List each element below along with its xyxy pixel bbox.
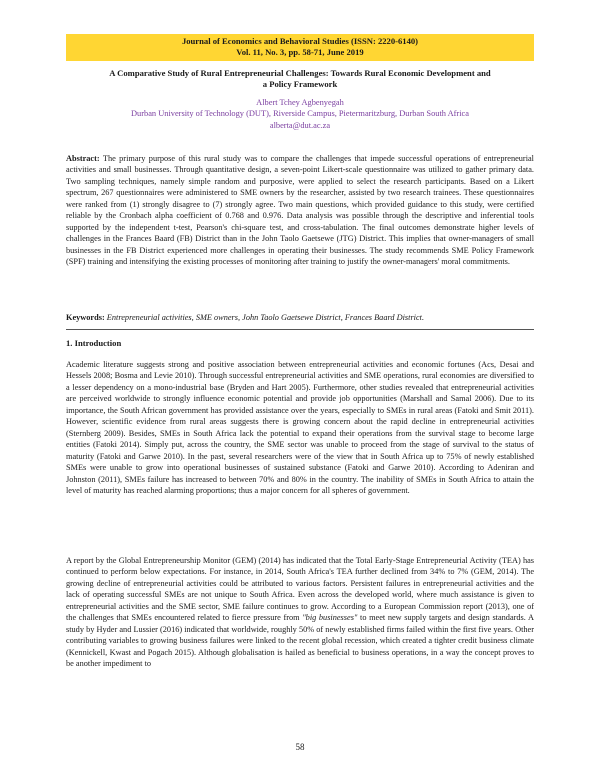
intro-paragraph-1: Academic literature suggests strong and positive association between entrepreneurial activities and economic fortunes (Acs, Desai and Hessels 2008; Bosma and Levie 2010). Through successful entrepreneurial activities and SME operations, rural economies are diversified to a lesser dependency on a mono-industrial base (Bryden and Hart 2005). Furthermore, other studies revealed that entrepreneurial activities are perceived worldwide to strongly influence economic potential and provide job opportunities (Marshall and Samal 2006). Due to its importance, the South African government has provided assistance over the years, especially to SMEs in rural areas (Fatoki and Smit 2011). However, scientific evidence from rural areas suggests there is growing concern about the rapid decline in entrepreneurial activities (Sternberg 2009). Besides, SMEs in South Africa lack the potential to expand their operations from the survival stage to become large entities (Fatoki 2014). Simply put, across the country, the SME sector was unable to proceed from the stage of survival to the status of maturity (Fatoki and Garwe 2010). In the past, several researchers were of the view that in South Africa up to 75% of newly established SMEs were unable to grow into operational businesses of sustained substance (Fatoki and Garwe 2010). According to Adeniran and Johnston (2011), SMEs failure has increased to between 70% and 80% in the country. The inability of SMEs in South Africa to attain the level of maturity has reached alarming proportions; thus a major concern for all spheres of government. bbox=[66, 360, 534, 495]
paper-title bbox=[66, 68, 534, 91]
paper-title-line-1: A Comparative Study of Rural Entrepreneurial Challenges: Towards Rural Economic Development and bbox=[109, 68, 491, 78]
journal-header bbox=[66, 34, 534, 61]
intro-paragraph-2-part-a: A report by the Global Entrepreneurship Monitor (GEM) (2014) has indicated that the Total Early-Stage Entrepreneurial Activity (TEA) has continued to perform below expectations. For instance, in 2014, South Africa's TEA further declined from 34% to 7% (GEM, 2014). The growing decline of entrepreneurial activities could be attributed to various factors. Persistent failures in entrepreneurial activities and the lack of operating successful SMEs are not unique to South Africa. Even across the developed world, where much assistance is given to entrepreneurial activities and the SME sector, SME failure continues to grow. According to a European Commission report (2013), one of the challenges that SMEs encountered related to fierce pressure from bbox=[66, 556, 534, 623]
keywords-text: Entrepreneurial activities, SME owners, John Taolo Gaetsewe District, Frances Baard District. bbox=[106, 313, 425, 322]
intro-paragraph-2-part-b: to meet new supply targets and design standards. A study by Hyder and Lussier (2016) indicated that worldwide, roughly 50% of newly established firms failed within the first five years. Other contributing variables to growing business failures were linked to the recent global recession, which created a tighter credit business climate (Kennickell, Kwast and Pogach 2015). Although globalisation is hailed as beneficial to business operations, in a way the concept proves to be another impediment to bbox=[66, 613, 534, 669]
abstract-label: Abstract: bbox=[66, 154, 100, 163]
keywords-label: Keywords: bbox=[66, 313, 105, 322]
abstract-text: The primary purpose of this rural study was to compare the challenges that impede successful operations of entrepreneurial activities and small businesses. Through quantitative design, a seven-point Likert-scale questionnaire was utilized to gather primary data. Two sampling techniques, namely simple random and purposive, were applied to select the research participants. Based on a Likert spectrum, 267 questionnaires were administered to SME owners by the researcher, assisted by two research trainees. These questionnaires were ranked from (1) strongly disagree to (7) strongly agree. Two main questions, which provided guidance to this study, were certified reliable by the Cronbach alpha coefficient of 0.768 and 0.976. Data analysis was possible through the descriptive and inferential tools supported by the independent t-test, Pearson's chi-square test, and cross-tabulation. The final outcomes demonstrate higher levels of challenges in the Frances Baard (FB) District than in the John Taolo Gaetsewe (JTG) District. This implies that owner-managers of small businesses in the FB District experienced more challenges in operating their businesses. The study recommends SME Policy Framework (SPF) training and intensifying the existing processes of monitoring after training to justify the owner-managers' moral commitments. bbox=[66, 154, 534, 267]
intro-paragraph-2-quote: "big businesses" bbox=[302, 613, 358, 623]
journal-volume: Vol. 11, No. 3, pp. 58-71, June 2019 bbox=[236, 47, 364, 57]
author-name: Albert Tchey Agbenyegah bbox=[256, 98, 344, 107]
abstract bbox=[66, 153, 534, 268]
author-email[interactable]: alberta@dut.ac.za bbox=[269, 120, 331, 130]
section-heading: 1. Introduction bbox=[66, 338, 122, 348]
page-number: 58 bbox=[295, 742, 305, 752]
author-affiliation: Durban University of Technology (DUT), Riverside Campus, Pietermaritzburg, Durban South Africa bbox=[131, 109, 469, 119]
section-divider bbox=[66, 329, 534, 330]
journal-title: Journal of Economics and Behavioral Studies (ISSN: 2220-6140) bbox=[181, 36, 419, 46]
paper-title-line-2: a Policy Framework bbox=[262, 79, 338, 90]
keywords bbox=[66, 312, 534, 323]
intro-paragraph-2 bbox=[66, 555, 534, 670]
author-block bbox=[66, 97, 534, 131]
